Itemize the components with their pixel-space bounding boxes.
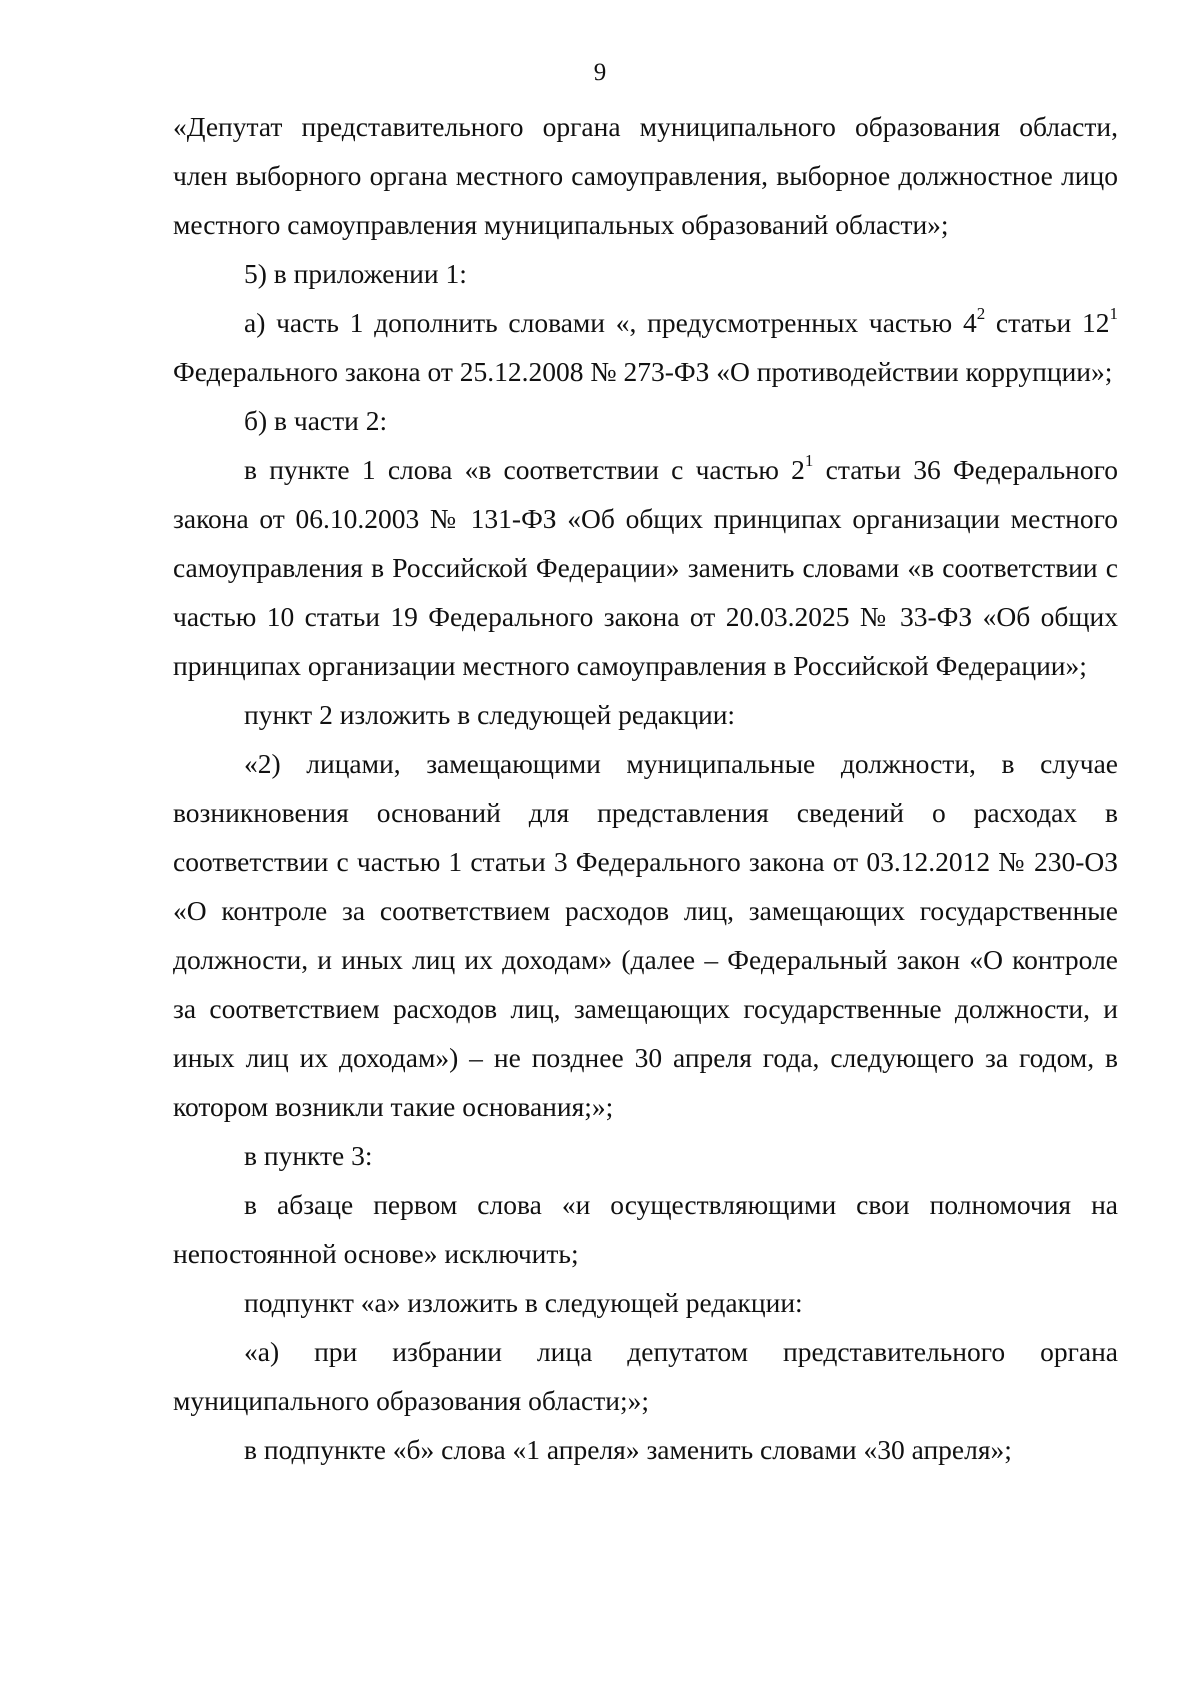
- paragraph-point-2-text: «2) лицами, замещающими муниципальные должности, в случае возникновения оснований для представления сведений о расходах в соответствии с частью 1 статьи 3 Федерального закона от 03.12.2012 № 230-ОЗ «О контроле за соответствием расходов лиц, замещающих государственные должности, и иных лиц их доходам» (далее – Федеральный закон «О контроле за соответствием расходов лиц, замещающих государственные должности, и иных лиц их доходам») – не позднее 30 апреля года, следующего за годом, в котором возникли такие основания;»;: [173, 748, 1118, 1122]
- paragraph-text-segment: статьи 12: [985, 307, 1110, 338]
- paragraph-text-segment: Федерального закона от 25.12.2008 № 273-ФЗ «О противодействии коррупции»;: [173, 356, 1113, 387]
- paragraph-point-3-heading: в пункте 3:: [244, 1140, 373, 1171]
- paragraph-subpoint-a-heading: подпункт «а» изложить в следующей редакции:: [244, 1287, 803, 1318]
- paragraph-deputy-title: «Депутат представительного органа муниципального образования области, член выборного органа местного самоуправления, выборное должностное лицо местного самоуправления муниципальных образований области»;: [173, 111, 1118, 240]
- paragraph-subpoint-b-amendment: в подпункте «б» слова «1 апреля» заменить словами «30 апреля»;: [244, 1434, 1012, 1465]
- superscript: 2: [976, 303, 986, 323]
- document-body: [173, 102, 1118, 1474]
- paragraph-point-2-heading: пункт 2 изложить в следующей редакции:: [244, 699, 736, 730]
- superscript: 1: [804, 450, 814, 470]
- page-number: 9: [593, 59, 607, 86]
- paragraph-appendix-1: 5) в приложении 1:: [244, 258, 467, 289]
- paragraph-part-2-heading: б) в части 2:: [244, 405, 388, 436]
- paragraph-point-3-first-abzac: в абзаце первом слова «и осуществляющими свои полномочия на непостоянной основе» исключить;: [173, 1189, 1118, 1269]
- paragraph-point-1-amendment: [173, 445, 1118, 690]
- paragraph-text-segment: а) часть 1 дополнить словами «, предусмотренных частью 4: [244, 307, 977, 338]
- paragraph-text-segment: в пункте 1 слова «в соответствии с частью 2: [244, 454, 805, 485]
- paragraph-text-segment: статьи 36 Федерального закона от 06.10.2003 № 131-ФЗ «Об общих принципах организации местного самоуправления в Российской Федерации» заменить словами «в соответствии с частью 10 статьи 19 Федерального закона от 20.03.2025 № 33-ФЗ «Об общих принципах организации местного самоуправления в Российской Федерации»;: [173, 454, 1118, 681]
- paragraph-part-1-amendment: [173, 298, 1118, 396]
- superscript: 1: [1109, 303, 1118, 323]
- paragraph-subpoint-a-text: «а) при избрании лица депутатом представительного органа муниципального образования области;»;: [173, 1336, 1118, 1416]
